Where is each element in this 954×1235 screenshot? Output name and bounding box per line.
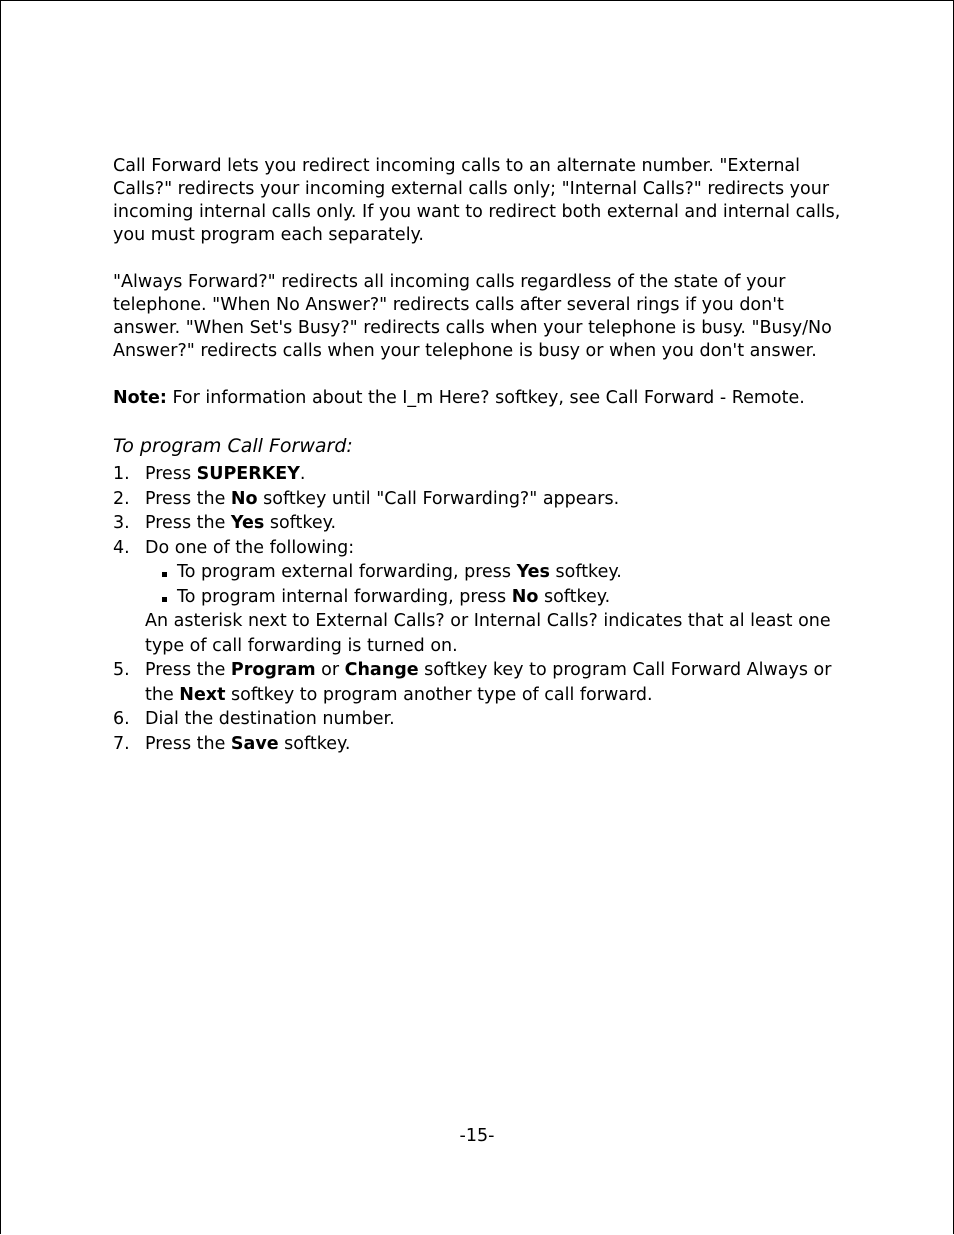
- step-5: [113, 658, 848, 707]
- step-4-note: An asterisk next to External Calls? or Internal Calls? indicates that al least one type of call forwarding is turned on.: [145, 611, 831, 656]
- key-name: No: [511, 586, 539, 607]
- step-text: Press the: [145, 488, 231, 509]
- option-text: softkey.: [538, 586, 611, 607]
- step-text: softkey until "Call Forwarding?" appears.: [257, 488, 620, 509]
- step-3: [113, 511, 848, 536]
- intro-paragraph-2: "Always Forward?" redirects all incoming calls regardless of the state of your telephone. "When No Answer?" redirects calls after several rings if you don't answer. "When Set's Busy?" redirects calls when your telephone is busy. "Busy/No Answer?" redirects calls when your telephone is busy or when you don't answer.: [113, 272, 832, 361]
- step-1: [113, 462, 848, 487]
- key-name: Next: [179, 684, 226, 705]
- step-number: 1.: [113, 464, 130, 484]
- step-text: Press the: [145, 733, 231, 754]
- document-body: [113, 155, 848, 756]
- sub-option-external: [160, 560, 848, 585]
- key-name: Program: [230, 660, 316, 680]
- sub-options: [145, 560, 848, 609]
- key-name: SUPERKEY: [196, 464, 300, 484]
- step-number: 7.: [113, 733, 130, 754]
- step-4: [113, 536, 848, 659]
- procedure-steps: [113, 462, 848, 756]
- step-text: or: [315, 660, 345, 680]
- step-text: Press the: [145, 660, 231, 680]
- page-number: -15-: [459, 1126, 495, 1146]
- step-text: Do one of the following:: [145, 537, 355, 558]
- note-paragraph: [113, 387, 848, 410]
- step-text: .: [299, 464, 306, 484]
- key-name: Change: [344, 660, 419, 680]
- step-number: 5.: [113, 660, 130, 680]
- step-text: Dial the destination number.: [145, 709, 395, 729]
- note-text: For information about the I_m Here? softkey, see Call Forward - Remote.: [166, 388, 805, 408]
- step-number: 4.: [113, 537, 130, 558]
- step-number: 2.: [113, 488, 130, 509]
- step-text: softkey.: [278, 733, 351, 754]
- step-number: 3.: [113, 513, 130, 533]
- step-text: softkey.: [264, 513, 337, 533]
- square-bullet-icon: [162, 597, 167, 602]
- option-text: To program internal forwarding, press: [177, 586, 512, 607]
- procedure-title: To program Call Forward:: [113, 435, 353, 457]
- key-name: Save: [230, 733, 279, 754]
- step-text: softkey key to program Call Forward Always or the: [145, 660, 832, 705]
- key-name: Yes: [516, 562, 550, 582]
- intro-paragraph-1: Call Forward lets you redirect incoming calls to an alternate number. "External Calls?" redirects your incoming external calls only; "Internal Calls?" redirects your incoming internal calls only. If you want to redirect both external and internal calls, you must program each separately.: [113, 156, 841, 245]
- step-text: Press: [145, 464, 197, 484]
- step-6: [113, 707, 848, 732]
- step-2: [113, 487, 848, 512]
- note-label: Note:: [113, 388, 167, 408]
- step-7: [113, 732, 848, 757]
- square-bullet-icon: [162, 572, 167, 577]
- step-text: softkey to program another type of call forward.: [225, 684, 653, 705]
- step-number: 6.: [113, 709, 130, 729]
- option-text: To program external forwarding, press: [177, 562, 517, 582]
- key-name: Yes: [230, 513, 265, 533]
- key-name: No: [230, 488, 258, 509]
- option-text: softkey.: [549, 562, 622, 582]
- step-text: Press the: [145, 513, 231, 533]
- sub-option-internal: [160, 585, 848, 610]
